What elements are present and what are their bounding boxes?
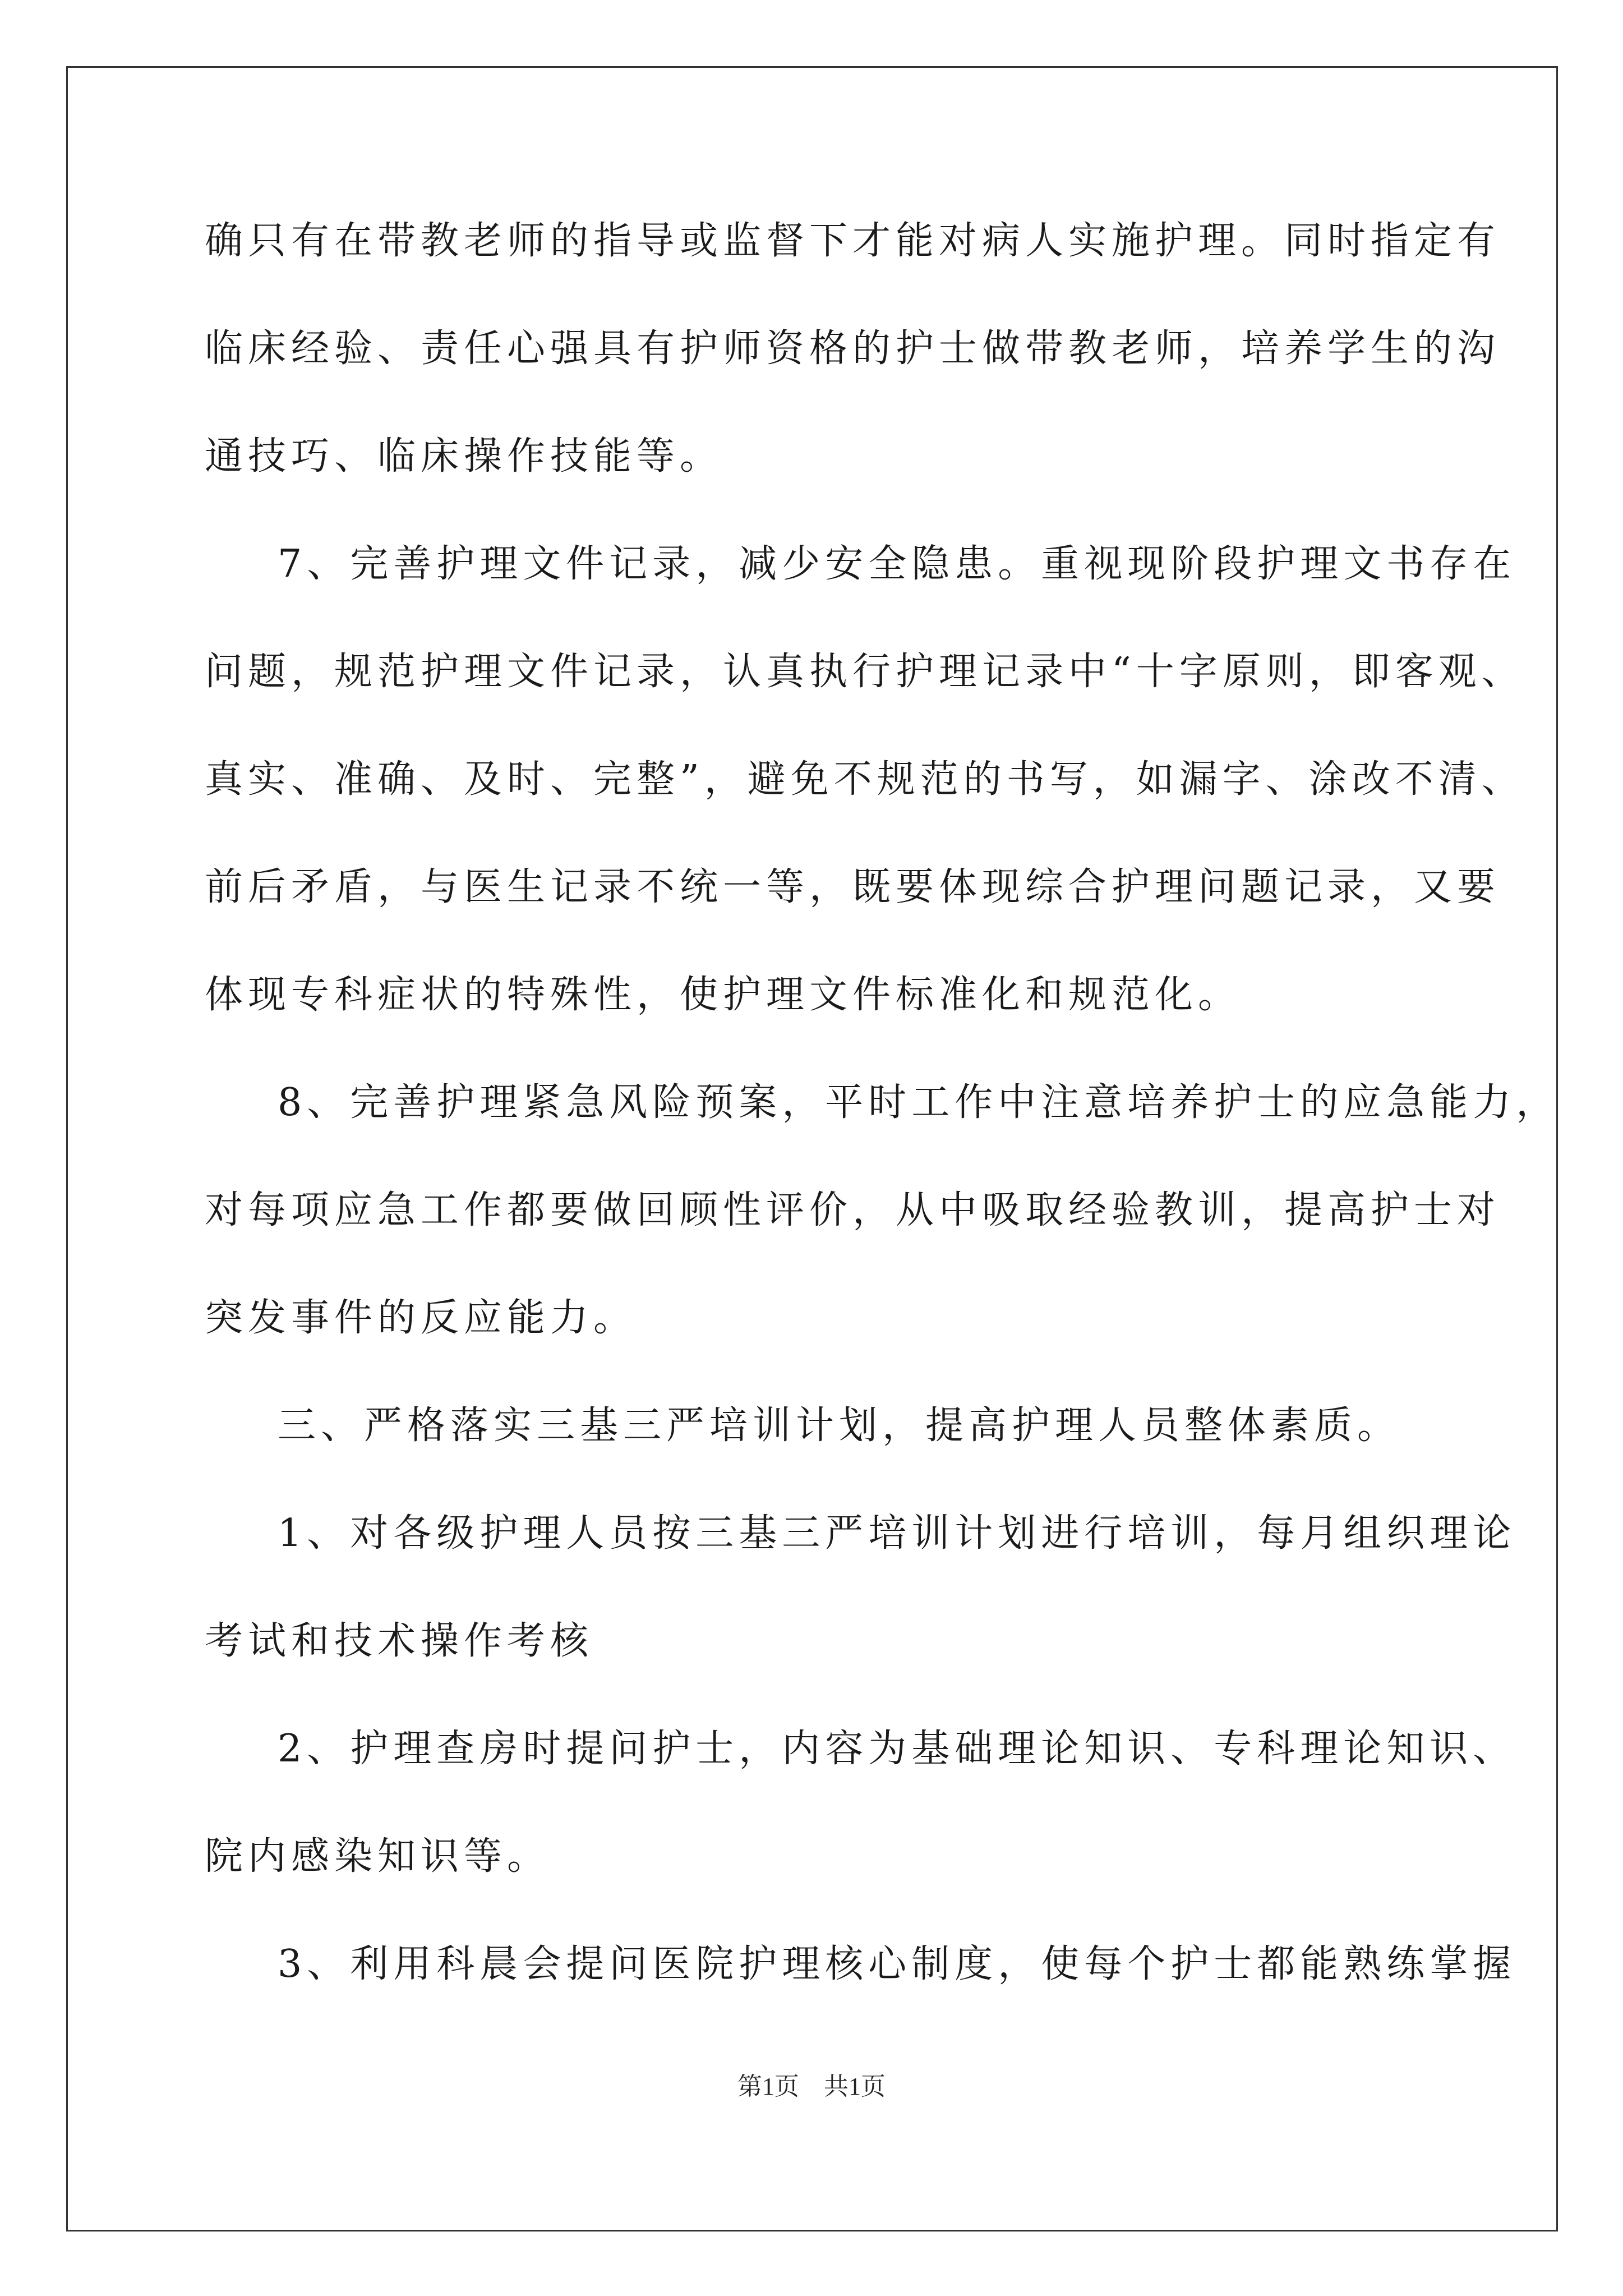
paragraph-line: 对每项应急工作都要做回顾性评价，从中吸取经验教训，提高护士对 xyxy=(205,1188,1501,1232)
paragraph-line: 前后矛盾，与医生记录不统一等，既要体现综合护理问题记录，又要 xyxy=(205,865,1501,909)
paragraph-line: 考试和技术操作考核 xyxy=(205,1619,594,1663)
paragraph-line: 问题，规范护理文件记录，认真执行护理记录中“十字原则，即客观、 xyxy=(205,650,1525,694)
paragraph-line: 突发事件的反应能力。 xyxy=(205,1296,637,1340)
page-footer: 第1页 共1页 xyxy=(737,2073,886,2100)
paragraph-line: 院内感染知识等。 xyxy=(205,1834,551,1879)
section-heading: 三、严格落实三基三严培训计划，提高护理人员整体素质。 xyxy=(278,1404,1401,1448)
paragraph-line: 通技巧、临床操作技能等。 xyxy=(205,434,723,478)
paragraph-line: 8、完善护理紧急风险预案，平时工作中注意培养护士的应急能力， xyxy=(278,1080,1560,1125)
paragraph-line: 7、完善护理文件记录，减少安全隐患。重视现阶段护理文书存在 xyxy=(278,542,1516,586)
paragraph-line: 确只有在带教老师的指导或监督下才能对病人实施护理。同时指定有 xyxy=(205,219,1501,263)
paragraph-line: 2、护理查房时提问护士，内容为基础理论知识、专科理论知识、 xyxy=(278,1727,1516,1771)
page-border xyxy=(66,66,1558,2231)
paragraph-line: 体现专科症状的特殊性，使护理文件标准化和规范化。 xyxy=(205,973,1242,1017)
paragraph-line: 真实、准确、及时、完整”，避免不规范的书写，如漏字、涂改不清、 xyxy=(205,757,1525,802)
paragraph-line: 临床经验、责任心强具有护师资格的护士做带教老师，培养学生的沟 xyxy=(205,326,1501,371)
paragraph-line: 1、对各级护理人员按三基三严培训计划进行培训，每月组织理论 xyxy=(278,1511,1516,1556)
paragraph-line: 3、利用科晨会提问医院护理核心制度，使每个护士都能熟练掌握 xyxy=(278,1942,1516,1986)
